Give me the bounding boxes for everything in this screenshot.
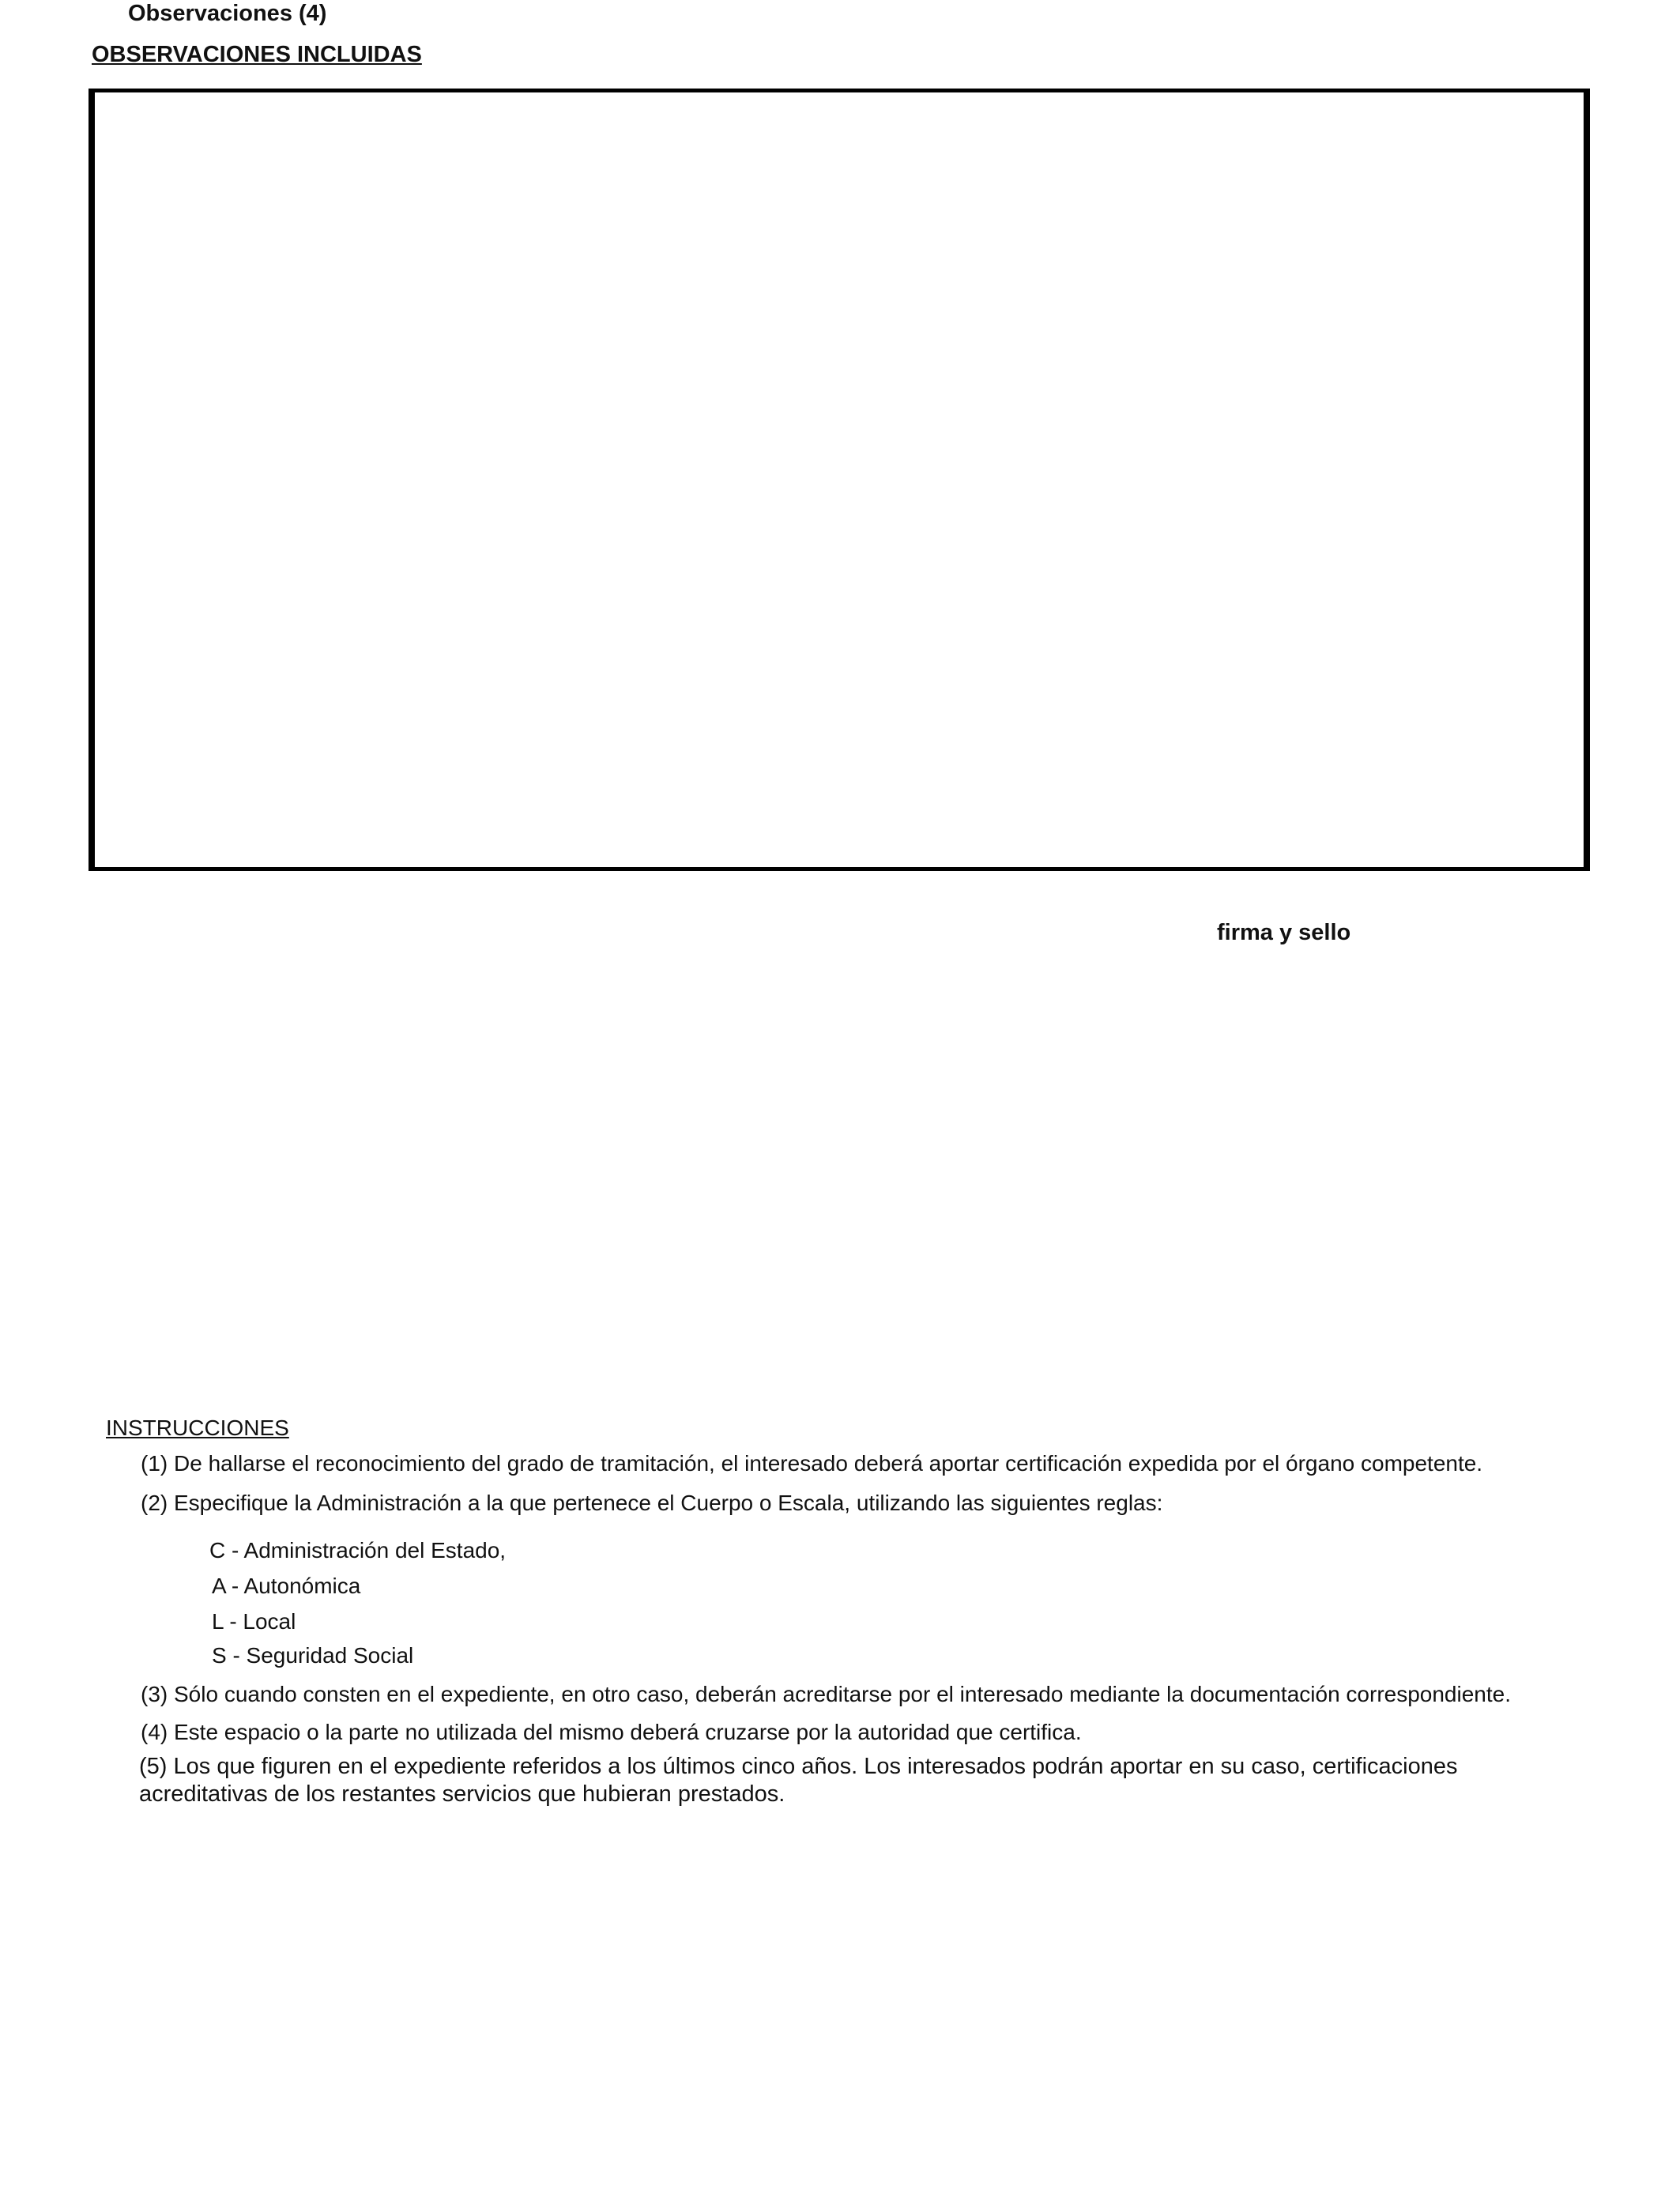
code-item-c: C - Administración del Estado,: [209, 1538, 507, 1563]
instruction-item-3: (3) Sólo cuando consten en el expediente, en otro caso, deberán acreditarse por el interesado mediante la documentación correspondiente.: [141, 1682, 1512, 1706]
instructions-title: INSTRUCCIONES: [106, 1416, 289, 1440]
observations-box: [89, 89, 1590, 871]
observations-included-label: OBSERVACIONES INCLUIDAS: [92, 42, 422, 67]
instruction-item-2: (2) Especifique la Administración a la que pertenece el Cuerpo o Escala, utilizando las siguientes reglas:: [141, 1491, 1163, 1515]
instruction-item-1: (1) De hallarse el reconocimiento del grado de tramitación, el interesado deberá aportar certificación expedida por el órgano competente.: [141, 1451, 1483, 1476]
instruction-item-5: (5) Los que figuren en el expediente referidos a los últimos cinco años. Los interesados podrán aportar en su caso, certificaciones acreditativas de los restantes servicios que hubieran prestados.: [139, 1754, 1458, 1807]
code-item-s: S - Seguridad Social: [212, 1643, 414, 1668]
code-item-l: L - Local: [212, 1609, 296, 1634]
signature-label: firma y sello: [1217, 920, 1351, 945]
code-item-a: A - Autonómica: [212, 1574, 361, 1598]
instruction-item-4: (4) Este espacio o la parte no utilizada del mismo deberá cruzarse por la autoridad que certifica.: [141, 1720, 1082, 1744]
observations-heading: Observaciones (4): [128, 1, 327, 26]
